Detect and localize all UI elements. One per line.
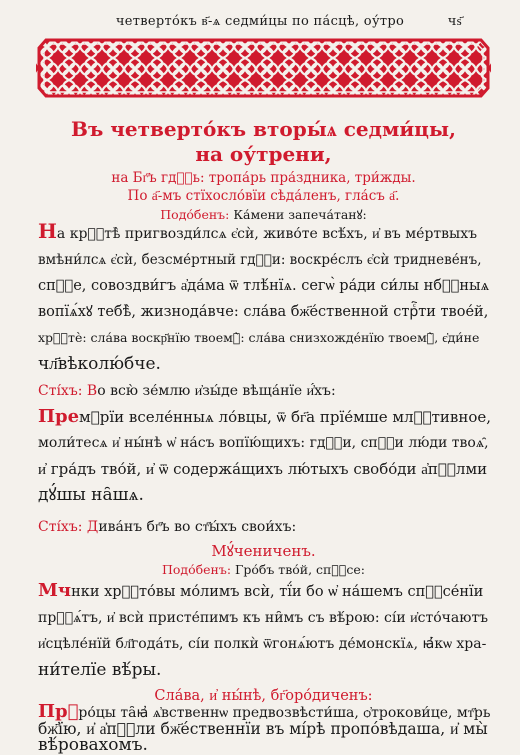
troparion-3-line-2: прⷭ҇ѧ́тъ, и҆ всѝ присте́пимъ къ ни̑мъ съ вѣ́рою: сі́и и҆сто́чаютъ	[38, 610, 489, 626]
troparion-1-line-5: хрⷭ҇тѐ: сла́ва воскр҃нїю твоемꙋ̀: сла́ва снизхожде́нїю твоемꙋ̀, є҆ди́не	[38, 330, 480, 345]
troparion-3-line-4: ни́телїе вѣ́ры.	[38, 660, 162, 680]
troparion-1-line-3: спⷭ҇е, совоздви́гъ а҆да́ма ѿ тлѣ́нїѧ. сегѡ̀ ра́ди си́лы нбⷭ҇ныѧ	[38, 278, 490, 294]
rubric-podoben-2	[36, 562, 491, 577]
rubric-slava: Сла́ва, и҆ ны́нѣ, бг҃оро́диченъ:	[154, 688, 373, 704]
section-mchenichen: Мꙋ́чениченъ.	[211, 542, 316, 560]
rubric-na-bog-text: тропа́рь пра́здника, три́жды.	[208, 170, 416, 186]
troparion-2	[38, 404, 490, 508]
line-text: ро́цы та̑ꙗ҆ ѧ҆вственнѡ предвозвѣсти́ша, ѻ҆трокови́це, мт҃рь	[78, 705, 491, 721]
stikh-2-initial: Д	[86, 519, 99, 535]
troparion-4-line-2: бж҃їю, и҆ а҆пⷭ҇ли бж҃е́ственнїи въ мі́рѣ пропо́вѣдаша, и҆ мы̀	[38, 720, 488, 738]
interlace-ornament-band	[36, 36, 491, 100]
troparion-2-line-4: дꙋ́шы на̑шѧ.	[38, 485, 144, 505]
running-head	[0, 10, 520, 32]
troparion-1-line-1	[38, 218, 490, 247]
office-title: Въ четверто́къ вторы́ѧ седми́цы,	[71, 117, 456, 141]
stikh-2-label: Сті́хъ:	[38, 519, 83, 535]
drop-cap: Прⷪ	[38, 701, 79, 722]
troparion-1-line-2: вмѣни́лсѧ є҆сѝ, безсме́ртный гдⷭ҇и: воскре́слъ є҆сѝ тридневе́нъ,	[38, 252, 482, 268]
line-text: а крⷭ҇тѣ̀ пригвозди́лсѧ є҆сѝ, живо́те всѣ́хъ, и҆ въ ме́ртвыхъ	[56, 226, 477, 242]
troparion-1-line-6: чл҃вѣколю́бче.	[38, 354, 161, 374]
podoben-2-label: Подо́бенъ:	[161, 562, 232, 577]
running-head-title: четверто́къ в҃-ѧ седми́цы по па́сцѣ, оу́тро	[115, 14, 405, 29]
drop-cap: Мч	[38, 580, 72, 601]
stikh-2-text: ива́нъ бг҃ъ во ст҃ы́хъ свои́хъ:	[98, 519, 297, 535]
troparion-3-line-3: и҆сцѣле́нїй бл҃года́ть, сі́и полкѝ ѿгонѧ́ютъ де́монскїѧ, ꙗ҆́кѡ хра-	[38, 636, 487, 652]
podoben-2-text: Гро́бъ тво́й, спⷭ҇се:	[235, 562, 366, 577]
troparion-4	[38, 701, 491, 755]
line-text: нки хрⷭ҇то́вы мо́лимъ всѝ, тї́и бо ѡ҆ на́шемъ спⷭ҇се́нїи	[71, 584, 484, 600]
stikh-1-text: о всю̀ зе́млю и҆зы́де вѣща́нїе и҆́хъ:	[97, 383, 336, 399]
line-text: мⷣрїи вселе́нныѧ ло́вцы, ѿ бг҃а прїе́мше млⷭ҇тивное,	[79, 408, 491, 426]
drop-cap: Пре	[38, 406, 80, 427]
stikh-1-label: Сті́хъ:	[38, 383, 83, 399]
troparion-2-line-3: и҆ гра́дъ тво́й, и҆ ѿ содержа́щихъ лю́тыхъ свобо́ди а҆пⷭ҇лми	[38, 460, 488, 478]
rubric-na-bog	[36, 170, 491, 186]
stikh-1-initial: В	[86, 383, 98, 399]
drop-cap: Н	[38, 219, 57, 243]
troparion-3	[38, 578, 490, 683]
rubric-na-bog-prefix: на Бг҃ъ гдⷭ҇ь:	[111, 170, 205, 186]
office-subtitle: на оу́трени,	[195, 142, 332, 166]
troparion-1	[38, 218, 490, 377]
podoben-1-text: Ка́мени запеча́танꙋ:	[233, 207, 367, 222]
stikh-2	[38, 514, 490, 540]
podoben-1-label: Подо́бенъ:	[160, 207, 230, 222]
page-number: чѕ҃	[447, 14, 462, 29]
stikh-1	[38, 378, 490, 404]
troparion-1-line-4: вопїѧ́хꙋ тебѣ̀, жизнода́вче: сла́ва бж҃е́ственной стрⷭ҇ти твое́й,	[38, 304, 489, 320]
troparion-2-line-2: моли́тесѧ и҆ ны́нѣ ѡ҆ на́съ вопїю́щихъ: гдⷭ҇и, спⷭ҇и лю́ди твоѧ̑,	[38, 435, 489, 451]
rubric-sedalen: По а҃-мъ стїхосло́вїи сѣда́ленъ, гла́съ а҃.	[127, 188, 400, 204]
troparion-4-line-3: вѣ́ровахомъ.	[38, 735, 148, 755]
